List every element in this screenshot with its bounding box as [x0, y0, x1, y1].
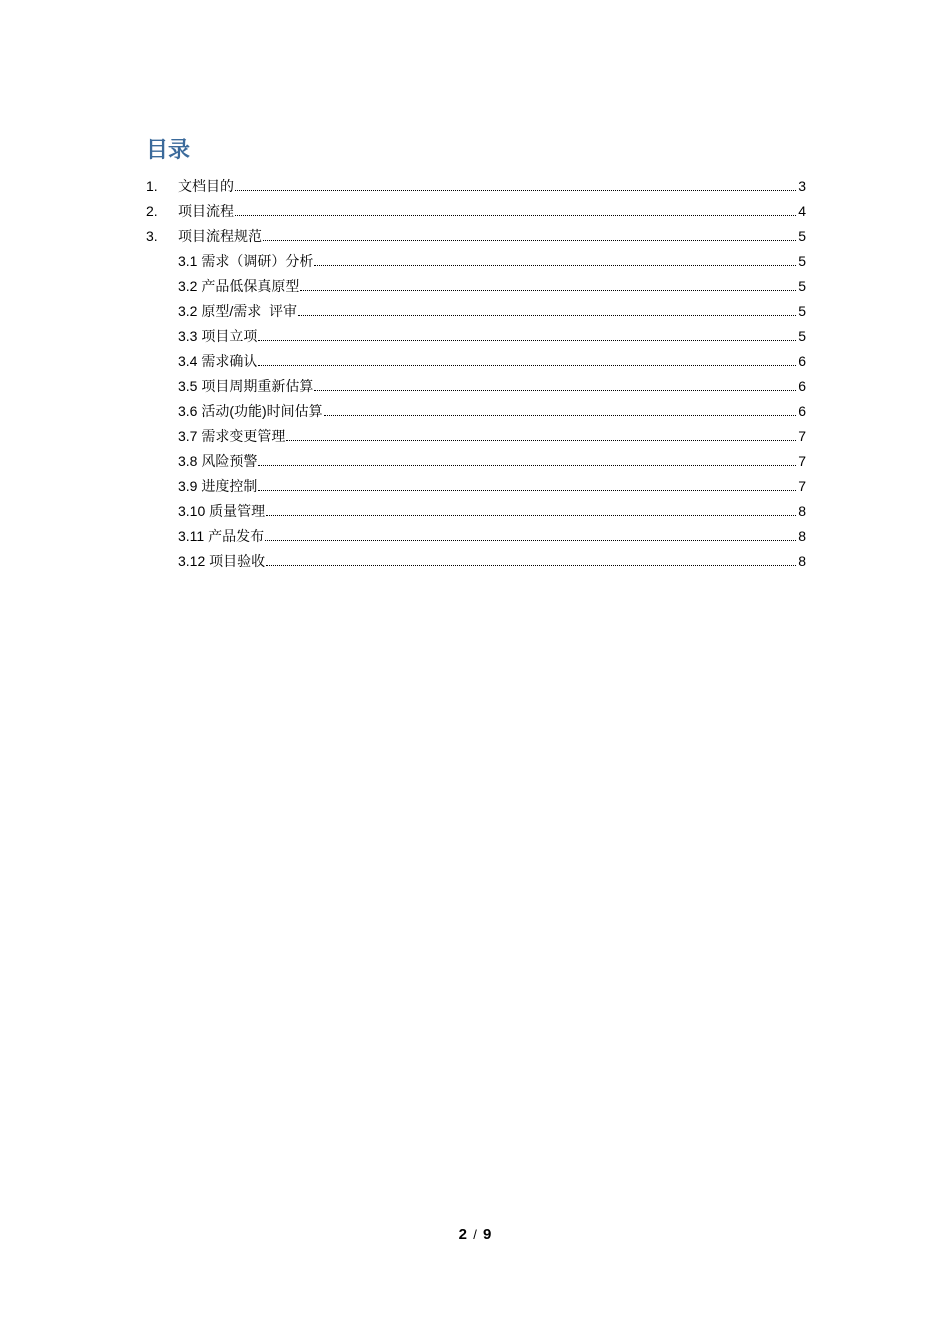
- toc-subentry[interactable]: [178, 476, 806, 496]
- toc-entry-page: 7: [798, 453, 806, 469]
- page-footer: [0, 1226, 950, 1243]
- dot-leader: [266, 514, 796, 516]
- toc-entry-page: 5: [798, 303, 806, 319]
- toc-subentry[interactable]: [178, 551, 806, 571]
- toc-entry-page: 5: [798, 253, 806, 269]
- toc-entry-label: 3.5 项目周期重新估算: [178, 378, 314, 394]
- toc-subentry[interactable]: [178, 401, 806, 421]
- dot-leader: [258, 339, 796, 341]
- toc-entry-label: 3.4 需求确认: [178, 353, 258, 369]
- toc-entry-page: 5: [798, 328, 806, 344]
- toc-entry-label: 文档目的: [178, 178, 234, 194]
- dot-leader: [258, 489, 796, 491]
- toc-entry-page: 5: [798, 278, 806, 294]
- toc-entry-page: 6: [798, 378, 806, 394]
- dot-leader: [258, 364, 796, 366]
- dot-leader: [300, 289, 796, 291]
- dot-leader: [263, 239, 796, 241]
- dot-leader: [265, 539, 796, 541]
- toc-entry-label: 3.7 需求变更管理: [178, 428, 286, 444]
- dot-leader: [314, 389, 796, 391]
- toc-entry-page: 5: [798, 228, 806, 244]
- toc-entry-label: 3.2 原型/需求 评审: [178, 303, 298, 319]
- toc-subentry[interactable]: [178, 326, 806, 346]
- toc-entry-number: 3.: [146, 228, 158, 244]
- toc-subentry[interactable]: [178, 351, 806, 371]
- dot-leader: [235, 214, 796, 216]
- toc-entry-label: 3.11 产品发布: [178, 528, 265, 544]
- toc-entry-page: 8: [798, 553, 806, 569]
- toc-subentry[interactable]: [178, 276, 806, 296]
- toc-subentry[interactable]: [178, 426, 806, 446]
- toc-entry[interactable]: [146, 201, 806, 221]
- toc-entry-label: 3.10 质量管理: [178, 503, 266, 519]
- toc-entry-page: 8: [798, 528, 806, 544]
- dot-leader: [266, 564, 796, 566]
- toc-subentry[interactable]: [178, 301, 806, 321]
- toc-subentry[interactable]: [178, 451, 806, 471]
- toc-entry-label: 3.6 活动(功能)时间估算: [178, 403, 323, 419]
- toc-entry-label: 3.12 项目验收: [178, 553, 266, 569]
- toc-entry-label: 3.2 产品低保真原型: [178, 278, 300, 294]
- toc-entry-page: 6: [798, 353, 806, 369]
- dot-leader: [235, 189, 796, 191]
- toc-entry-label: 3.3 项目立项: [178, 328, 258, 344]
- toc-entry-number: 1.: [146, 178, 158, 194]
- toc-entry[interactable]: [146, 226, 806, 246]
- toc-entry-label: 3.1 需求（调研）分析: [178, 253, 314, 269]
- dot-leader: [324, 414, 797, 416]
- page-separator: /: [473, 1227, 477, 1242]
- dot-leader: [286, 439, 796, 441]
- toc-entry-page: 7: [798, 428, 806, 444]
- current-page-number: 2: [458, 1226, 468, 1243]
- toc-entry[interactable]: [146, 176, 806, 196]
- toc-entry-page: 7: [798, 478, 806, 494]
- toc-entry-page: 4: [798, 203, 806, 219]
- toc-entry-page: 8: [798, 503, 806, 519]
- toc-entry-page: 6: [798, 403, 806, 419]
- toc-entry-label: 项目流程: [178, 203, 234, 219]
- total-pages: 9: [482, 1226, 492, 1243]
- toc-title: 目录: [146, 138, 191, 163]
- toc-subentry[interactable]: [178, 251, 806, 271]
- toc-entry-page: 3: [798, 178, 806, 194]
- dot-leader: [298, 314, 796, 316]
- toc-subentry[interactable]: [178, 526, 806, 546]
- toc-entry-label: 3.8 风险预警: [178, 453, 258, 469]
- toc-subentry[interactable]: [178, 376, 806, 396]
- toc-subentry[interactable]: [178, 501, 806, 521]
- toc-entry-label: 3.9 进度控制: [178, 478, 258, 494]
- dot-leader: [258, 464, 796, 466]
- dot-leader: [314, 264, 796, 266]
- toc-entry-number: 2.: [146, 203, 158, 219]
- toc-entry-label: 项目流程规范: [178, 228, 262, 244]
